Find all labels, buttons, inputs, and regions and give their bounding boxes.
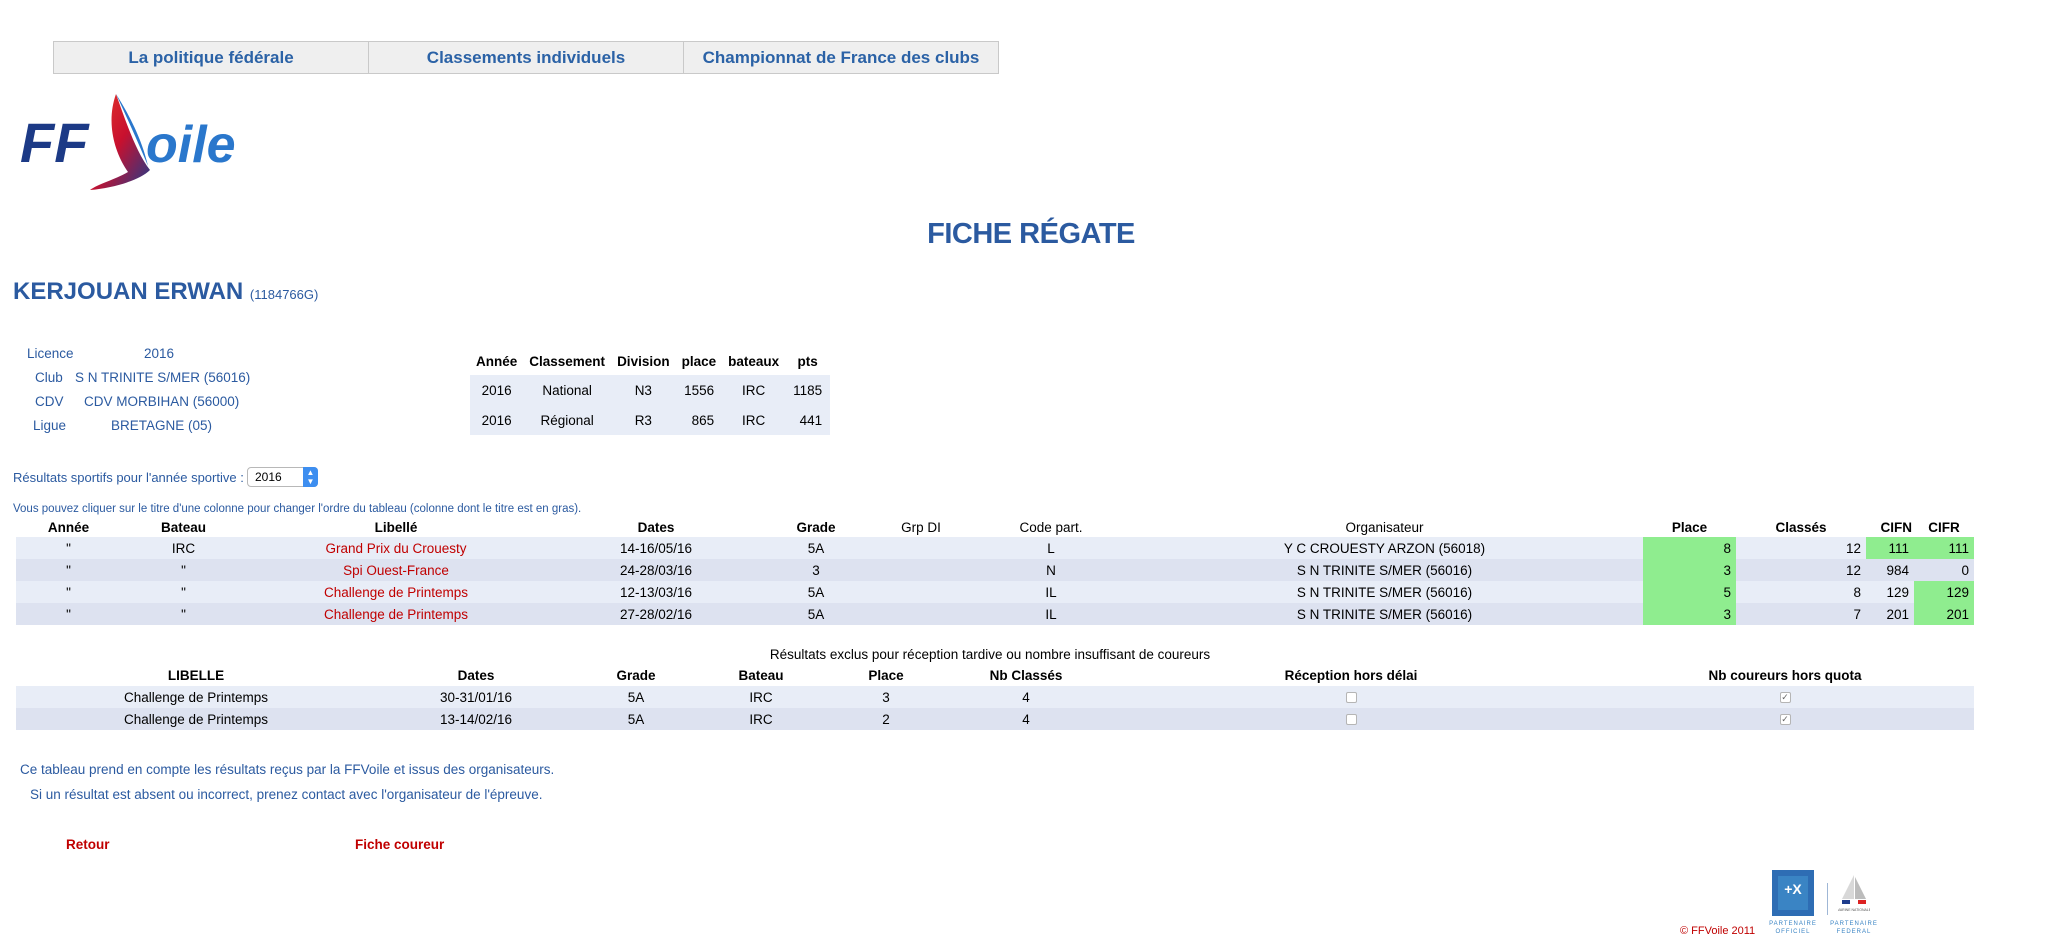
result-libelle-link[interactable]: Spi Ouest-France bbox=[246, 559, 546, 581]
ranking-cell: IRC bbox=[722, 405, 785, 435]
results-col-place[interactable]: Place bbox=[1671, 519, 1708, 535]
top-nav bbox=[53, 41, 999, 74]
result-grp-di bbox=[866, 581, 976, 603]
result-grade: 5A bbox=[766, 581, 866, 603]
excl-col-grade: Grade bbox=[616, 667, 656, 683]
result-grp-di bbox=[866, 603, 976, 625]
results-col-classes[interactable]: Classés bbox=[1775, 519, 1827, 535]
result-place: 3 bbox=[1643, 603, 1736, 625]
ranking-cell: National bbox=[523, 375, 611, 405]
result-annee: " bbox=[16, 581, 121, 603]
ranking-cell: 2016 bbox=[470, 375, 523, 405]
results-col-dates[interactable]: Dates bbox=[637, 519, 675, 535]
result-grade: 3 bbox=[766, 559, 866, 581]
excluded-cell: 13-14/02/16 bbox=[376, 708, 576, 730]
reception-hors-delai-cell bbox=[1106, 686, 1596, 708]
copyright: © FFVoile 2011 bbox=[1680, 925, 1756, 937]
results-col-annee[interactable]: Année bbox=[47, 519, 90, 535]
rank-col-classement: Classement bbox=[523, 348, 611, 375]
tab-politique-federale[interactable]: La politique fédérale bbox=[54, 42, 369, 73]
rank-col-bateaux: bateaux bbox=[722, 348, 785, 375]
result-place: 8 bbox=[1643, 537, 1736, 559]
result-annee: " bbox=[16, 559, 121, 581]
result-code-part: L bbox=[976, 537, 1126, 559]
result-libelle-link[interactable]: Challenge de Printemps bbox=[246, 581, 546, 603]
result-libelle-link[interactable]: Grand Prix du Crouesty bbox=[246, 537, 546, 559]
results-col-grade[interactable]: Grade bbox=[796, 519, 836, 535]
result-row bbox=[16, 603, 1974, 625]
result-grp-di bbox=[866, 559, 976, 581]
sailor-profile-link[interactable]: Fiche coureur bbox=[355, 837, 445, 852]
result-libelle-link[interactable]: Challenge de Printemps bbox=[246, 603, 546, 625]
results-col-grp-di: Grp DI bbox=[901, 519, 941, 535]
result-place: 3 bbox=[1643, 559, 1736, 581]
excluded-cell: 30-31/01/16 bbox=[376, 686, 576, 708]
ranking-cell: N3 bbox=[611, 375, 676, 405]
svg-text:oile: oile bbox=[146, 116, 236, 174]
excl-col-place: Place bbox=[868, 667, 904, 683]
back-link[interactable]: Retour bbox=[66, 837, 110, 852]
excl-col-bateau: Bateau bbox=[738, 667, 784, 683]
results-col-bateau[interactable]: Bateau bbox=[160, 519, 206, 535]
ranking-cell: Régional bbox=[523, 405, 611, 435]
tab-classements-individuels[interactable]: Classements individuels bbox=[369, 42, 684, 73]
tab-championnat-clubs[interactable]: Championnat de France des clubs bbox=[702, 47, 980, 67]
result-dates: 12-13/03/16 bbox=[546, 581, 766, 603]
season-label: Résultats sportifs pour l'année sportive : bbox=[13, 470, 244, 485]
partner1-caption: PARTENAIRE OFFICIEL bbox=[1769, 921, 1817, 935]
excluded-cell: Challenge de Printemps bbox=[16, 686, 376, 708]
result-classes: 12 bbox=[1736, 537, 1866, 559]
result-bateau: " bbox=[121, 581, 246, 603]
results-table bbox=[16, 517, 1974, 625]
result-classes: 12 bbox=[1736, 559, 1866, 581]
results-col-cifr[interactable]: CIFR bbox=[1928, 519, 1960, 535]
reception-hors-delai-cell bbox=[1106, 708, 1596, 730]
result-cifn: 984 bbox=[1866, 559, 1914, 581]
excluded-cell: IRC bbox=[696, 686, 826, 708]
result-annee: " bbox=[16, 537, 121, 559]
result-cifn: 129 bbox=[1866, 581, 1914, 603]
result-code-part: N bbox=[976, 559, 1126, 581]
result-organisateur: S N TRINITE S/MER (56016) bbox=[1126, 581, 1643, 603]
note-results-source: Ce tableau prend en compte les résultats reçus par la FFVoile et issus des organisateurs. bbox=[20, 762, 555, 777]
rankings-header-row bbox=[470, 348, 830, 375]
athlete-heading bbox=[13, 278, 318, 306]
rank-col-pts: pts bbox=[785, 348, 830, 375]
excluded-table bbox=[16, 664, 1974, 730]
sort-hint: Vous pouvez cliquer sur le titre d'une colonne pour changer l'ordre du tableau (colonne dont le titre est en gras). bbox=[13, 503, 582, 515]
excl-col-nb-classes: Nb Classés bbox=[989, 667, 1063, 683]
note-contact-organiser: Si un résultat est absent ou incorrect, prenez contact avec l'organisateur de l'épreuve. bbox=[30, 787, 543, 802]
partner2-caption: PARTENAIRE FEDERAL bbox=[1830, 921, 1878, 935]
excluded-header-row bbox=[16, 664, 1974, 686]
select-arrows-icon: ▲ ▼ bbox=[303, 467, 318, 487]
result-cifn: 201 bbox=[1866, 603, 1914, 625]
excluded-row bbox=[16, 686, 1974, 708]
excluded-cell: IRC bbox=[696, 708, 826, 730]
rank-col-place: place bbox=[676, 348, 723, 375]
ranking-cell: R3 bbox=[611, 405, 676, 435]
result-row bbox=[16, 559, 1974, 581]
result-cifr: 201 bbox=[1914, 603, 1974, 625]
result-cifr: 129 bbox=[1914, 581, 1974, 603]
marine-nationale-logo[interactable] bbox=[1838, 873, 1870, 913]
result-bateau: " bbox=[121, 603, 246, 625]
licence-value: 2016 bbox=[144, 346, 175, 361]
result-cifn: 111 bbox=[1866, 537, 1914, 559]
season-selected-value: 2016 bbox=[255, 470, 282, 484]
excluded-cell: 2 bbox=[826, 708, 946, 730]
rank-col-division: Division bbox=[611, 348, 676, 375]
ranking-cell: 2016 bbox=[470, 405, 523, 435]
excluded-cell: 5A bbox=[576, 708, 696, 730]
licence-label: Licence bbox=[27, 346, 74, 361]
results-col-organisateur: Organisateur bbox=[1345, 519, 1424, 535]
result-row bbox=[16, 581, 1974, 603]
ranking-cell: 865 bbox=[676, 405, 723, 435]
result-code-part: IL bbox=[976, 603, 1126, 625]
rankings-table bbox=[470, 348, 830, 435]
excluded-cell: Challenge de Printemps bbox=[16, 708, 376, 730]
result-dates: 24-28/03/16 bbox=[546, 559, 766, 581]
banque-populaire-icon bbox=[1772, 870, 1814, 916]
checkbox-checked[interactable]: ✓ bbox=[1781, 692, 1789, 703]
result-code-part: IL bbox=[976, 581, 1126, 603]
rank-col-annee: Année bbox=[470, 348, 523, 375]
result-organisateur: Y C CROUESTY ARZON (56018) bbox=[1126, 537, 1643, 559]
ffvoile-logo[interactable] bbox=[18, 92, 253, 194]
hors-quota-cell bbox=[1596, 708, 1974, 730]
result-organisateur: S N TRINITE S/MER (56016) bbox=[1126, 559, 1643, 581]
ffvoile-logo-graphic bbox=[18, 92, 253, 194]
cdv-value: CDV MORBIHAN (56000) bbox=[84, 394, 240, 409]
excl-col-libelle: LIBELLE bbox=[167, 667, 225, 683]
result-organisateur: S N TRINITE S/MER (56016) bbox=[1126, 603, 1643, 625]
ranking-cell: 1185 bbox=[785, 375, 830, 405]
club-label: Club bbox=[35, 370, 63, 385]
excluded-title: Résultats exclus pour réception tardive ou nombre insuffisant de coureurs bbox=[769, 647, 1211, 662]
ranking-cell: IRC bbox=[722, 375, 785, 405]
checkbox-unchecked[interactable] bbox=[1346, 692, 1357, 703]
result-dates: 27-28/02/16 bbox=[546, 603, 766, 625]
ranking-cell: 441 bbox=[785, 405, 830, 435]
cdv-label: CDV bbox=[35, 394, 64, 409]
page-title: FICHE RÉGATE bbox=[927, 218, 1135, 250]
ligue-value: BRETAGNE (05) bbox=[111, 418, 213, 433]
result-grp-di bbox=[866, 537, 976, 559]
result-annee: " bbox=[16, 603, 121, 625]
result-classes: 7 bbox=[1736, 603, 1866, 625]
svg-text:+X: +X bbox=[1784, 881, 1802, 897]
svg-text:FF: FF bbox=[20, 111, 89, 174]
ranking-row bbox=[470, 375, 830, 405]
excluded-row bbox=[16, 708, 1974, 730]
result-classes: 8 bbox=[1736, 581, 1866, 603]
checkbox-unchecked[interactable] bbox=[1346, 714, 1357, 725]
result-bateau: " bbox=[121, 559, 246, 581]
result-grade: 5A bbox=[766, 603, 866, 625]
season-select[interactable] bbox=[247, 467, 318, 487]
result-cifr: 111 bbox=[1914, 537, 1974, 559]
results-col-code-part: Code part. bbox=[1019, 519, 1083, 535]
excl-col-reception-hors-delai: Réception hors délai bbox=[1284, 667, 1418, 683]
result-dates: 14-16/05/16 bbox=[546, 537, 766, 559]
athlete-licence-id: (1184766G) bbox=[249, 287, 319, 302]
excluded-cell: 5A bbox=[576, 686, 696, 708]
excl-col-dates: Dates bbox=[457, 667, 495, 683]
result-place: 5 bbox=[1643, 581, 1736, 603]
checkbox-checked[interactable]: ✓ bbox=[1781, 714, 1789, 725]
ligue-label: Ligue bbox=[33, 418, 67, 433]
results-col-libelle[interactable]: Libellé bbox=[374, 519, 418, 535]
excluded-cell: 3 bbox=[826, 686, 946, 708]
result-row bbox=[16, 537, 1974, 559]
partner-divider bbox=[1827, 883, 1828, 915]
result-cifr: 0 bbox=[1914, 559, 1974, 581]
ranking-row bbox=[470, 405, 830, 435]
excl-col-hors-quota: Nb coureurs hors quota bbox=[1708, 667, 1862, 683]
svg-text:MARINE NATIONALE: MARINE NATIONALE bbox=[1838, 908, 1870, 912]
excluded-cell: 4 bbox=[946, 708, 1106, 730]
excluded-cell: 4 bbox=[946, 686, 1106, 708]
hors-quota-cell bbox=[1596, 686, 1974, 708]
marine-nationale-icon bbox=[1838, 873, 1870, 913]
result-grade: 5A bbox=[766, 537, 866, 559]
ranking-cell: 1556 bbox=[676, 375, 723, 405]
banque-populaire-logo[interactable] bbox=[1772, 870, 1814, 916]
result-bateau: IRC bbox=[121, 537, 246, 559]
results-header-row bbox=[16, 517, 1974, 537]
club-value: S N TRINITE S/MER (56016) bbox=[75, 370, 251, 385]
athlete-name: KERJOUAN ERWAN bbox=[13, 278, 244, 305]
results-col-cifn[interactable]: CIFN bbox=[1880, 519, 1912, 535]
